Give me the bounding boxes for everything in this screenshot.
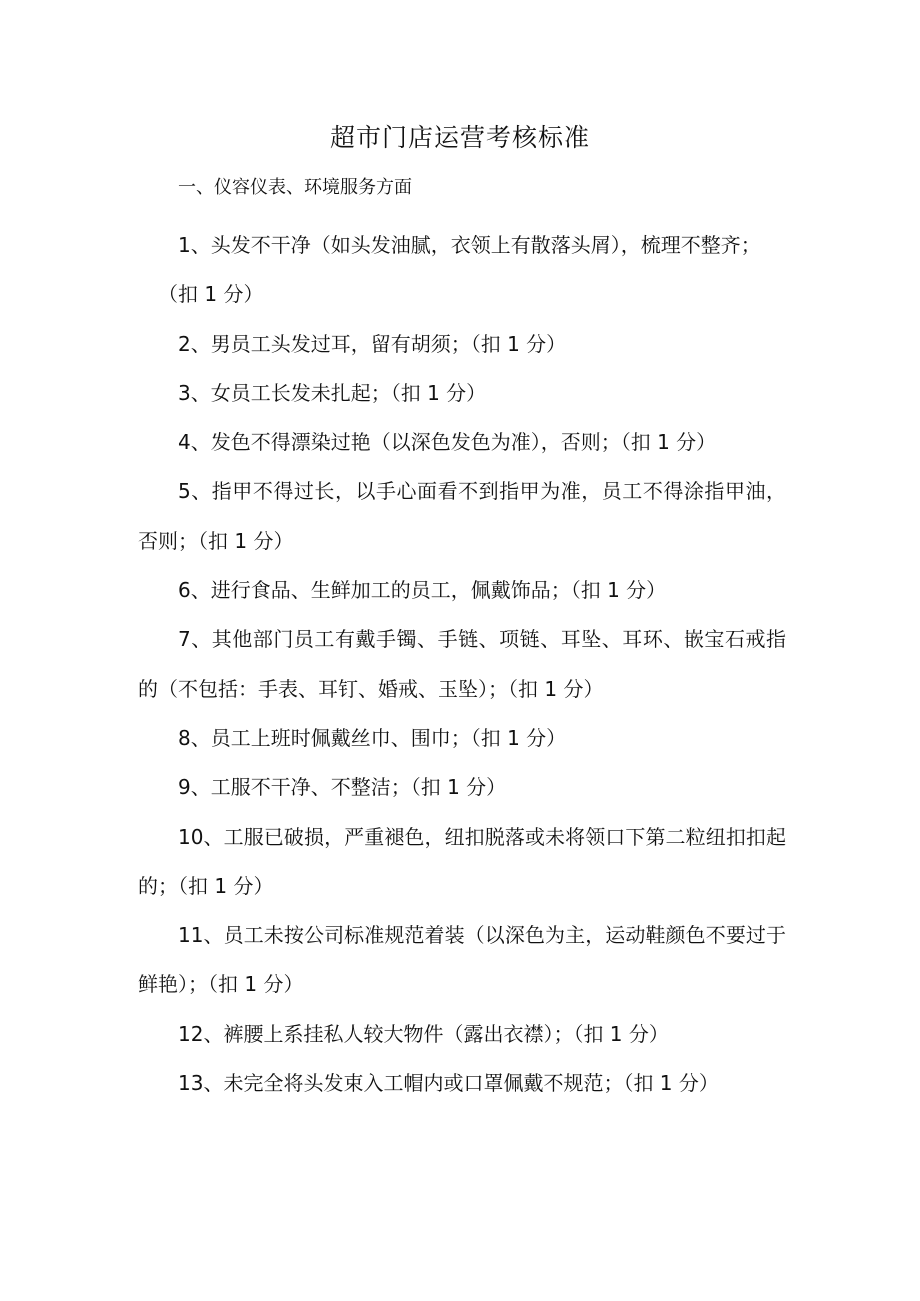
rule-item-5 (138, 467, 786, 566)
rule-number: 12、 (178, 1021, 224, 1046)
rule-score: （扣 1 分） (623, 1071, 719, 1096)
rule-text: 其他部门员工有戴手镯、手链、项链、耳坠、耳环、嵌宝石戒指的（不包括：手表、耳钉、婚戒、玉坠）； (138, 627, 786, 701)
rule-number: 3、 (178, 380, 211, 405)
rule-text: 发色不得漂染过艳（以深色发色为准），否则； (210, 430, 621, 455)
rule-text: 员工上班时佩戴丝巾、围巾； (210, 725, 471, 750)
rule-score: （扣 1 分） (178, 873, 274, 898)
rule-text: 女员工长发未扎起； (210, 380, 391, 405)
rule-score: （扣 1 分） (570, 578, 667, 603)
rule-item-10 (138, 813, 786, 912)
rule-item-6 (138, 566, 786, 615)
rule-number: 1、 (178, 233, 211, 257)
rule-score: （扣 1 分） (470, 331, 567, 356)
rule-text: 工服不干净、不整洁； (210, 775, 411, 800)
document-title: 超市门店运营考核标准 (329, 123, 590, 152)
rule-score: （扣 1 分） (410, 775, 507, 800)
rule-score: （扣 1 分） (208, 972, 304, 997)
rule-score: （扣 1 分） (198, 528, 294, 553)
rule-item-13 (138, 1059, 786, 1108)
rule-item-9 (138, 763, 786, 812)
rule-item-1 (138, 221, 786, 320)
rule-score: （扣 1 分） (620, 430, 717, 455)
section-heading: 一、仪容仪表、环境服务方面 (178, 177, 412, 198)
rule-number: 4、 (178, 430, 211, 455)
rule-score: （扣 1 分） (470, 725, 567, 750)
rule-number: 2、 (178, 331, 211, 356)
rule-number: 6、 (178, 578, 211, 603)
rule-item-7 (138, 615, 786, 714)
rule-list (138, 221, 786, 1108)
rule-text: 员工未按公司标准规范着装（以深色为主，运动鞋颜色不要过于鲜艳）； (138, 923, 786, 997)
rule-number: 10、 (178, 824, 224, 849)
rule-text: 指甲不得过长，以手心面看不到指甲为准，员工不得涂指甲油，否则； (138, 479, 786, 553)
rule-text: 裤腰上系挂私人较大物件（露出衣襟）； (223, 1021, 574, 1046)
rule-score: （扣 1 分） (158, 282, 264, 307)
rule-text: 工服已破损，严重褪色，纽扣脱落或未将领口下第二粒纽扣扣起的； (138, 824, 786, 898)
rule-number: 7、 (178, 627, 212, 652)
rule-text: 进行食品、生鲜加工的员工，佩戴饰品； (210, 578, 571, 603)
rule-number: 13、 (178, 1071, 224, 1096)
rule-item-3 (138, 369, 786, 418)
rule-number: 9、 (178, 775, 211, 800)
rule-text: 男员工头发过耳，留有胡须； (210, 331, 471, 356)
rule-number: 8、 (178, 725, 211, 750)
rule-text: 未完全将头发束入工帽内或口罩佩戴不规范； (223, 1071, 624, 1096)
rule-item-8 (138, 714, 786, 763)
rule-item-2 (138, 320, 786, 369)
rule-score: （扣 1 分） (508, 676, 604, 701)
rule-item-12 (138, 1010, 786, 1059)
rule-item-11 (138, 911, 786, 1010)
rule-text: 头发不干净（如头发油腻，衣领上有散落头屑），梳理不整齐； (210, 233, 761, 257)
rule-score: （扣 1 分） (573, 1021, 669, 1046)
rule-item-4 (138, 418, 786, 467)
rule-number: 11、 (178, 923, 224, 948)
rule-number: 5、 (178, 479, 212, 504)
rule-score: （扣 1 分） (390, 380, 487, 405)
